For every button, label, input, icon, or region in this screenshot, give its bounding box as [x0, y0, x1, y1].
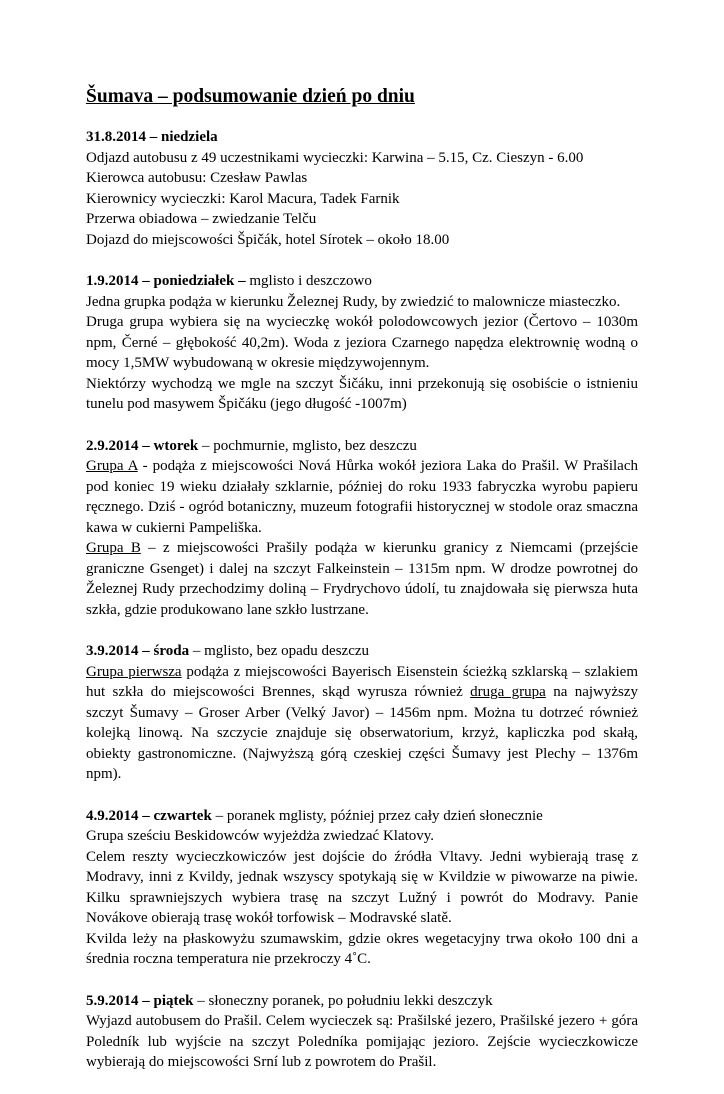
day-section-2-9 [86, 436, 638, 621]
paragraph: Kvilda leży na płaskowyżu szumawskim, gdzie okres wegetacyjny trwa około 100 dni a średnia roczna temperatura nie przekroczy 4˚C. [86, 930, 638, 967]
day-section-5-9 [86, 991, 638, 1073]
day-heading: 5.9.2014 – piątek [86, 992, 194, 1009]
group-label: druga grupa [470, 684, 546, 700]
paragraph [86, 662, 638, 785]
text-line: Odjazd autobusu z 49 uczestnikami wycieczki: Karwina – 5.15, Cz. Cieszyn - 6.00 [86, 149, 584, 166]
paragraph-text: na najwyższy szczyt Šumavy – Groser Arber (Velký Javor) – 1456m npm. Można tu dotrzeć również kolejką linową. Na szczycie znajduje się obserwatorium, krzyż, kapliczka pod skałą, obiekty gastronomiczne. (Najwyższą górą czeskiej części Šumavy jest Plechy – 1376m npm). [86, 684, 639, 782]
text-line: Dojazd do miejscowości Špičák, hotel Sírotek – około 18.00 [86, 231, 450, 248]
paragraph: Jedna grupka podąża w kierunku Železnej Rudy, by zwiedzić to malownicze miasteczko. [86, 293, 621, 310]
weather-note: mglisto i deszczowo [245, 273, 372, 289]
text-line: Kierownicy wycieczki: Karol Macura, Tadek Farnik [86, 190, 400, 207]
day-section-4-9 [86, 806, 638, 970]
group-label: Grupa B [86, 540, 141, 556]
paragraph: Niektórzy wychodzą we mgle na szczyt Šičáku, inni przekonują się osobiście o istnieniu tunelu pod masywem Špičáku (jego długość -1007m) [86, 375, 638, 412]
paragraph-text: podąża z miejscowości Bayerisch Eisenstein ścieżką szklarską – szlakiem hut szkła do miejscowości Brennes, skąd wyrusza również [86, 663, 638, 700]
day-heading: 1.9.2014 – poniedziałek – [86, 273, 246, 289]
text-line: Przerwa obiadowa – zwiedzanie Telču [86, 211, 317, 227]
paragraph: Grupa sześciu Beskidowców wyjeżdża zwiedzać Klatovy. [86, 828, 435, 844]
text-line: Kierowca autobusu: Czesław Pawlas [86, 170, 308, 186]
paragraph [86, 538, 638, 620]
document-title: Šumava – podsumowanie dzień po dniu [86, 86, 415, 107]
day-heading-line [86, 271, 638, 292]
paragraph: Druga grupa wybiera się na wycieczkę wokół polodowcowych jezior (Čertovo – 1030m npm, Černé – głębokość 40,2m). Woda z jeziora Czarnego napędza elektrownię wodną o mocy 1,5MW wybudowaną w okresie międzywojennym. [86, 314, 638, 371]
day-heading: 3.9.2014 – środa [86, 643, 190, 659]
document-body [86, 127, 638, 1094]
day-heading: 2.9.2014 – wtorek [86, 437, 199, 454]
paragraph-text: – z miejscowości Prašily podąża w kierunku granicy z Niemcami (przejście graniczne Gsenget) i dalej na szczyt Falkeinstein – 1315m npm. W drodze powrotnej do Železnej Rudy przechodzimy doliną – Frydrychovo údolí, tu znajdowała się pierwsza huta szkła, gdzie produkowano lane szkło lustrzane. [86, 540, 638, 618]
day-heading: 31.8.2014 – niedziela [86, 129, 218, 145]
day-heading-line [86, 436, 638, 457]
day-heading-line [86, 806, 638, 827]
weather-note: – słoneczny poranek, po południu lekki deszczyk [193, 992, 493, 1009]
weather-note: – pochmurnie, mglisto, bez deszczu [198, 437, 417, 454]
weather-note: – poranek mglisty, później przez cały dzień słonecznie [211, 807, 543, 824]
day-heading: 4.9.2014 – czwartek [86, 807, 212, 824]
paragraph: Wyjazd autobusem do Prašil. Celem wycieczek są: Prašilské jezero, Prašilské jezero + góra Poledník lub wyjście na szczyt Poledníka pomijając jezioro. Zejście wycieczkowicze wybierają do miejscowości Srní lub z powrotem do Prašil. [86, 1013, 638, 1070]
day-heading-line [86, 991, 638, 1012]
day-section-1-9 [86, 271, 638, 415]
paragraph: Celem reszty wycieczkowiczów jest dojście do źródła Vltavy. Jedni wybierają trasę z Modravy, inni z Kvildy, jednak wszyscy spotykają się w Kvildzie w piwowarze na piwie. Kilku sprawniejszych wybiera trasę na szczyt Lužný i powrót do Modravy. Panie Novákove obierają trasę wokół torfowisk – Modravské slatě. [86, 848, 638, 926]
group-label: Grupa A [86, 458, 138, 474]
paragraph-text: - podąża z miejscowości Nová Hůrka wokół jeziora Laka do Prašil. W Prašilach pod koniec 19 wieku działały szklarnie, później do roku 1933 fabryczka wyrobu papieru ręcznego. Dziś - ogród botaniczny, muzeum fotografii historycznej w stodole oraz smaczna kawa w cukierni Pampeliška. [86, 458, 638, 536]
group-label: Grupa pierwsza [86, 663, 182, 680]
paragraph [86, 456, 638, 538]
day-section-3-9 [86, 641, 638, 785]
day-section-31-8 [86, 127, 638, 250]
day-heading-line [86, 641, 638, 662]
weather-note: – mglisto, bez opadu deszczu [189, 643, 370, 659]
